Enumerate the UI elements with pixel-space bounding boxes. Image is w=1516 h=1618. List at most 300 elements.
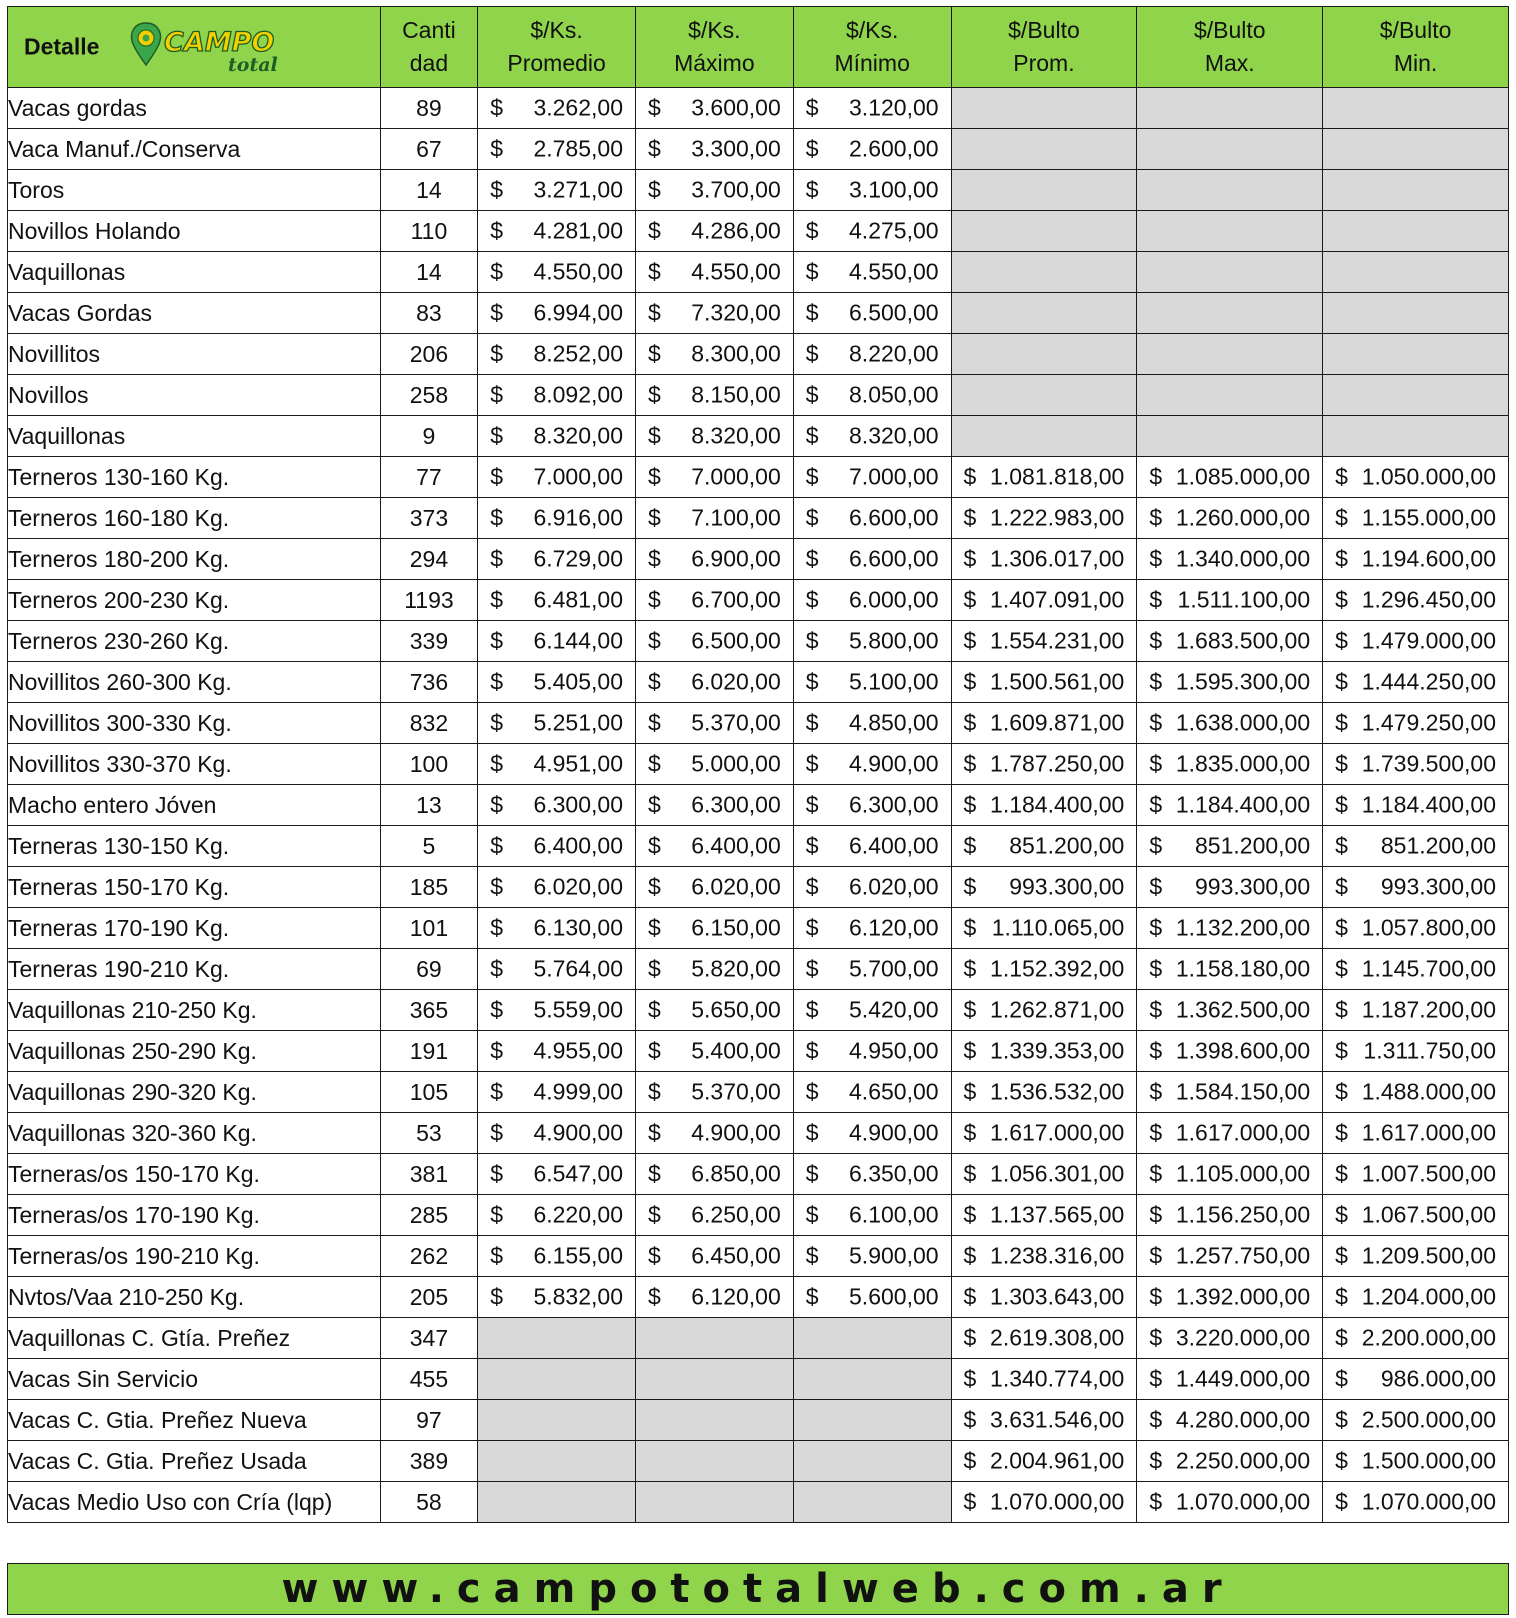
cell-value: 4.650,00 xyxy=(849,1078,939,1105)
cell-value: 3.700,00 xyxy=(691,176,781,203)
cell-detalle: Vacas C. Gtia. Preñez Usada xyxy=(8,1441,381,1482)
table-row xyxy=(8,539,1509,580)
cell-value: 1.340.000,00 xyxy=(1175,545,1311,572)
currency-symbol: $ xyxy=(1335,832,1348,859)
cell-detalle: Vaquillonas 250-290 Kg. xyxy=(8,1031,381,1072)
currency-symbol: $ xyxy=(963,750,977,777)
table-row xyxy=(8,252,1509,293)
currency-symbol: $ xyxy=(805,340,819,367)
cell-value: 7.000,00 xyxy=(691,463,781,490)
cell-value: 1.155.000,00 xyxy=(1361,504,1496,531)
cell-value: 1.070.000,00 xyxy=(1361,1488,1496,1515)
currency-symbol: $ xyxy=(963,1160,977,1187)
currency-symbol: $ xyxy=(490,1242,503,1269)
cell-ks-min xyxy=(793,1195,951,1236)
currency-symbol: $ xyxy=(963,1406,977,1433)
cell-ks-min xyxy=(793,88,951,129)
cell-value: 1.362.500,00 xyxy=(1175,996,1311,1023)
cell-b-min xyxy=(1323,703,1509,744)
cell-empty xyxy=(478,1482,636,1523)
currency-symbol: $ xyxy=(647,1037,661,1064)
currency-symbol: $ xyxy=(647,135,661,162)
currency-symbol: $ xyxy=(490,832,503,859)
cell-empty xyxy=(793,1400,951,1441)
cell-value: 6.600,00 xyxy=(849,545,939,572)
cell-value: 1.105.000,00 xyxy=(1175,1160,1311,1187)
currency-symbol: $ xyxy=(1335,1201,1348,1228)
cell-value: 1.057.800,00 xyxy=(1361,914,1496,941)
cell-empty xyxy=(1137,334,1323,375)
currency-symbol: $ xyxy=(805,996,819,1023)
cell-b-min xyxy=(1323,621,1509,662)
currency-symbol: $ xyxy=(490,791,503,818)
currency-symbol: $ xyxy=(805,1201,819,1228)
cell-b-max xyxy=(1137,1441,1323,1482)
cell-b-max xyxy=(1137,1113,1323,1154)
campo-total-logo xyxy=(128,19,288,77)
cell-empty xyxy=(793,1359,951,1400)
cell-ks-min xyxy=(793,744,951,785)
currency-symbol: $ xyxy=(805,381,819,408)
cell-ks-max xyxy=(635,744,793,785)
cell-b-max xyxy=(1137,908,1323,949)
header-ks-minimo: $/Ks. Mínimo xyxy=(793,7,951,88)
currency-symbol: $ xyxy=(805,1119,819,1146)
cell-empty xyxy=(1323,129,1509,170)
cell-value: 986.000,00 xyxy=(1380,1365,1496,1392)
currency-symbol: $ xyxy=(963,1119,977,1146)
cell-detalle: Nvtos/Vaa 210-250 Kg. xyxy=(8,1277,381,1318)
cell-value: 2.250.000,00 xyxy=(1175,1447,1311,1474)
cell-value: 6.729,00 xyxy=(533,545,623,572)
cell-ks-min xyxy=(793,826,951,867)
currency-symbol: $ xyxy=(1149,545,1163,572)
cell-value: 6.700,00 xyxy=(691,586,781,613)
cell-ks-max xyxy=(635,1031,793,1072)
currency-symbol: $ xyxy=(490,955,503,982)
currency-symbol: $ xyxy=(647,832,661,859)
currency-symbol: $ xyxy=(1149,914,1163,941)
cell-value: 6.400,00 xyxy=(691,832,781,859)
cell-value: 2.600,00 xyxy=(849,135,939,162)
cell-value: 4.275,00 xyxy=(849,217,939,244)
cell-ks-min xyxy=(793,990,951,1031)
currency-symbol: $ xyxy=(647,750,661,777)
cell-value: 6.916,00 xyxy=(533,504,623,531)
currency-symbol: $ xyxy=(805,135,819,162)
currency-symbol: $ xyxy=(1335,1283,1348,1310)
cell-empty xyxy=(1323,293,1509,334)
table-row xyxy=(8,867,1509,908)
cell-empty xyxy=(793,1441,951,1482)
cell-value: 7.100,00 xyxy=(691,504,781,531)
currency-symbol: $ xyxy=(1335,1406,1348,1433)
cell-cantidad: 100 xyxy=(380,744,478,785)
cell-value: 6.600,00 xyxy=(849,504,939,531)
cell-b-max xyxy=(1137,457,1323,498)
cell-value: 3.100,00 xyxy=(849,176,939,203)
cell-ks-prom xyxy=(478,908,636,949)
cell-empty xyxy=(478,1400,636,1441)
cell-value: 1.110.065,00 xyxy=(991,914,1125,941)
cell-cantidad: 365 xyxy=(380,990,478,1031)
cell-b-prom xyxy=(951,580,1137,621)
cell-empty xyxy=(951,334,1137,375)
currency-symbol: $ xyxy=(805,545,819,572)
cell-b-max xyxy=(1137,1277,1323,1318)
cell-value: 5.600,00 xyxy=(849,1283,939,1310)
cell-empty xyxy=(635,1482,793,1523)
cell-detalle: Vaquillonas 290-320 Kg. xyxy=(8,1072,381,1113)
cell-value: 7.320,00 xyxy=(691,299,781,326)
cell-value: 1.158.180,00 xyxy=(1175,955,1311,982)
currency-symbol: $ xyxy=(647,1283,661,1310)
cell-b-prom xyxy=(951,457,1137,498)
currency-symbol: $ xyxy=(1335,668,1348,695)
cell-detalle: Terneras 150-170 Kg. xyxy=(8,867,381,908)
cell-cantidad: 262 xyxy=(380,1236,478,1277)
cell-value: 993.300,00 xyxy=(1009,873,1125,900)
cell-value: 6.400,00 xyxy=(533,832,623,859)
cell-detalle: Novillitos xyxy=(8,334,381,375)
cell-value: 1.638.000,00 xyxy=(1175,709,1311,736)
cell-empty xyxy=(1323,170,1509,211)
cell-value: 6.250,00 xyxy=(691,1201,781,1228)
cell-value: 5.820,00 xyxy=(691,955,781,982)
table-row xyxy=(8,129,1509,170)
cell-value: 6.994,00 xyxy=(533,299,623,326)
cell-ks-max xyxy=(635,949,793,990)
cell-value: 1.617.000,00 xyxy=(1175,1119,1311,1146)
cell-cantidad: 381 xyxy=(380,1154,478,1195)
table-row xyxy=(8,1318,1509,1359)
table-row xyxy=(8,580,1509,621)
cell-value: 1.184.400,00 xyxy=(1175,791,1311,818)
currency-symbol: $ xyxy=(963,1488,977,1515)
cell-value: 4.286,00 xyxy=(691,217,781,244)
cell-detalle: Terneros 200-230 Kg. xyxy=(8,580,381,621)
cell-ks-prom xyxy=(478,170,636,211)
table-row xyxy=(8,990,1509,1031)
header-row xyxy=(8,7,1509,88)
cell-empty xyxy=(1323,375,1509,416)
cell-value: 3.600,00 xyxy=(691,94,781,121)
currency-symbol: $ xyxy=(1335,504,1348,531)
cell-detalle: Novillos xyxy=(8,375,381,416)
cell-ks-max xyxy=(635,211,793,252)
currency-symbol: $ xyxy=(647,1160,661,1187)
cell-empty xyxy=(1137,88,1323,129)
currency-symbol: $ xyxy=(1149,627,1163,654)
cell-value: 1.085.000,00 xyxy=(1175,463,1311,490)
cell-ks-max xyxy=(635,703,793,744)
cell-ks-min xyxy=(793,334,951,375)
cell-value: 851.200,00 xyxy=(1195,832,1311,859)
cell-b-min xyxy=(1323,1441,1509,1482)
detalle-label: Detalle xyxy=(24,33,100,60)
cell-ks-prom xyxy=(478,1195,636,1236)
cell-cantidad: 89 xyxy=(380,88,478,129)
cell-b-min xyxy=(1323,539,1509,580)
cell-b-min xyxy=(1323,1072,1509,1113)
currency-symbol: $ xyxy=(490,463,503,490)
currency-symbol: $ xyxy=(805,627,819,654)
cell-b-prom xyxy=(951,1318,1137,1359)
cell-value: 2.619.308,00 xyxy=(990,1324,1125,1351)
currency-symbol: $ xyxy=(490,1283,503,1310)
currency-symbol: $ xyxy=(963,1283,977,1310)
cell-value: 6.144,00 xyxy=(533,627,623,654)
table-row xyxy=(8,1400,1509,1441)
currency-symbol: $ xyxy=(1335,873,1348,900)
footer-url: www.campototalweb.com.ar xyxy=(281,1566,1235,1612)
cell-value: 5.650,00 xyxy=(691,996,781,1023)
cell-ks-min xyxy=(793,662,951,703)
cell-b-max xyxy=(1137,826,1323,867)
currency-symbol: $ xyxy=(1149,709,1163,736)
currency-symbol: $ xyxy=(647,1242,661,1269)
cell-value: 1.145.700,00 xyxy=(1361,955,1496,982)
price-table xyxy=(7,6,1509,1523)
currency-symbol: $ xyxy=(805,504,819,531)
cell-value: 1.479.000,00 xyxy=(1361,627,1496,654)
header-detalle xyxy=(8,7,381,88)
cell-detalle: Terneros 180-200 Kg. xyxy=(8,539,381,580)
cell-value: 1.070.000,00 xyxy=(1175,1488,1311,1515)
cell-value: 5.405,00 xyxy=(533,668,623,695)
cell-ks-prom xyxy=(478,334,636,375)
cell-cantidad: 191 xyxy=(380,1031,478,1072)
cell-empty xyxy=(478,1441,636,1482)
cell-empty xyxy=(635,1318,793,1359)
table-row xyxy=(8,1195,1509,1236)
cell-ks-max xyxy=(635,580,793,621)
cell-value: 6.500,00 xyxy=(691,627,781,654)
currency-symbol: $ xyxy=(805,1078,819,1105)
cell-value: 8.320,00 xyxy=(691,422,781,449)
cell-ks-min xyxy=(793,703,951,744)
currency-symbol: $ xyxy=(490,381,503,408)
cell-value: 1.257.750,00 xyxy=(1175,1242,1311,1269)
cell-empty xyxy=(1323,211,1509,252)
cell-value: 5.764,00 xyxy=(533,955,623,982)
currency-symbol: $ xyxy=(963,791,977,818)
cell-b-min xyxy=(1323,1113,1509,1154)
cell-ks-max xyxy=(635,539,793,580)
table-row xyxy=(8,457,1509,498)
currency-symbol: $ xyxy=(647,545,661,572)
cell-value: 4.850,00 xyxy=(849,709,939,736)
cell-ks-max xyxy=(635,88,793,129)
table-row xyxy=(8,293,1509,334)
cell-ks-max xyxy=(635,621,793,662)
cell-value: 8.050,00 xyxy=(849,381,939,408)
currency-symbol: $ xyxy=(1335,1160,1348,1187)
cell-ks-max xyxy=(635,293,793,334)
cell-value: 8.092,00 xyxy=(533,381,623,408)
currency-symbol: $ xyxy=(963,996,977,1023)
cell-b-prom xyxy=(951,1031,1137,1072)
table-row xyxy=(8,375,1509,416)
currency-symbol: $ xyxy=(647,873,661,900)
cell-value: 1.511.100,00 xyxy=(1177,586,1311,613)
cell-value: 1.132.200,00 xyxy=(1175,914,1311,941)
cell-detalle: Novillitos 300-330 Kg. xyxy=(8,703,381,744)
currency-symbol: $ xyxy=(1335,1488,1348,1515)
cell-value: 6.020,00 xyxy=(533,873,623,900)
currency-symbol: $ xyxy=(1149,463,1163,490)
cell-value: 4.900,00 xyxy=(691,1119,781,1146)
currency-symbol: $ xyxy=(805,463,819,490)
currency-symbol: $ xyxy=(963,463,977,490)
cell-empty xyxy=(951,211,1137,252)
currency-symbol: $ xyxy=(490,668,503,695)
table-row xyxy=(8,1441,1509,1482)
cell-empty xyxy=(478,1359,636,1400)
cell-b-min xyxy=(1323,498,1509,539)
cell-value: 6.400,00 xyxy=(849,832,939,859)
cell-b-min xyxy=(1323,1400,1509,1441)
currency-symbol: $ xyxy=(963,873,977,900)
currency-symbol: $ xyxy=(647,914,661,941)
cell-value: 6.020,00 xyxy=(691,668,781,695)
currency-symbol: $ xyxy=(647,299,661,326)
cell-b-prom xyxy=(951,621,1137,662)
cell-b-min xyxy=(1323,662,1509,703)
cell-ks-max xyxy=(635,826,793,867)
cell-ks-min xyxy=(793,211,951,252)
cell-ks-max xyxy=(635,1236,793,1277)
cell-b-prom xyxy=(951,1277,1137,1318)
cell-ks-min xyxy=(793,129,951,170)
cell-value: 8.300,00 xyxy=(691,340,781,367)
cell-value: 1.187.200,00 xyxy=(1361,996,1496,1023)
currency-symbol: $ xyxy=(963,627,977,654)
currency-symbol: $ xyxy=(1149,996,1163,1023)
cell-b-prom xyxy=(951,1482,1137,1523)
cell-ks-prom xyxy=(478,1277,636,1318)
cell-value: 4.550,00 xyxy=(533,258,623,285)
cell-value: 993.300,00 xyxy=(1380,873,1496,900)
cell-value: 1.617.000,00 xyxy=(1361,1119,1496,1146)
cell-cantidad: 185 xyxy=(380,867,478,908)
cell-b-prom xyxy=(951,1072,1137,1113)
cell-b-max xyxy=(1137,1400,1323,1441)
cell-b-max xyxy=(1137,1031,1323,1072)
currency-symbol: $ xyxy=(647,668,661,695)
cell-detalle: Vacas Medio Uso con Cría (lqp) xyxy=(8,1482,381,1523)
currency-symbol: $ xyxy=(805,1242,819,1269)
cell-ks-min xyxy=(793,1113,951,1154)
cell-cantidad: 14 xyxy=(380,170,478,211)
currency-symbol: $ xyxy=(1149,1037,1163,1064)
currency-symbol: $ xyxy=(647,1119,661,1146)
logo-pin-icon xyxy=(132,23,161,65)
cell-detalle: Macho entero Jóven xyxy=(8,785,381,826)
table-row xyxy=(8,1482,1509,1523)
currency-symbol: $ xyxy=(647,791,661,818)
cell-ks-prom xyxy=(478,1113,636,1154)
cell-value: 7.000,00 xyxy=(849,463,939,490)
cell-value: 1.311.750,00 xyxy=(1363,1037,1496,1064)
currency-symbol: $ xyxy=(1149,1447,1163,1474)
cell-cantidad: 53 xyxy=(380,1113,478,1154)
cell-ks-prom xyxy=(478,621,636,662)
cell-value: 1.340.774,00 xyxy=(990,1365,1125,1392)
table-row xyxy=(8,88,1509,129)
currency-symbol: $ xyxy=(490,1201,503,1228)
header-cantidad: Canti dad xyxy=(380,7,478,88)
cell-value: 6.020,00 xyxy=(849,873,939,900)
cell-b-min xyxy=(1323,785,1509,826)
cell-value: 2.200.000,00 xyxy=(1361,1324,1496,1351)
currency-symbol: $ xyxy=(490,996,503,1023)
cell-detalle: Vaquillonas xyxy=(8,252,381,293)
currency-symbol: $ xyxy=(647,258,661,285)
cell-value: 1.444.250,00 xyxy=(1361,668,1496,695)
cell-ks-min xyxy=(793,621,951,662)
cell-ks-min xyxy=(793,1031,951,1072)
cell-cantidad: 110 xyxy=(380,211,478,252)
table-row xyxy=(8,170,1509,211)
cell-value: 2.500.000,00 xyxy=(1361,1406,1496,1433)
cell-empty xyxy=(1323,334,1509,375)
cell-detalle: Vacas Sin Servicio xyxy=(8,1359,381,1400)
cell-value: 6.450,00 xyxy=(691,1242,781,1269)
cell-detalle: Terneros 130-160 Kg. xyxy=(8,457,381,498)
cell-empty xyxy=(793,1482,951,1523)
cell-cantidad: 9 xyxy=(380,416,478,457)
currency-symbol: $ xyxy=(1149,1242,1163,1269)
currency-symbol: $ xyxy=(805,668,819,695)
table-row xyxy=(8,211,1509,252)
currency-symbol: $ xyxy=(1149,1365,1163,1392)
cell-ks-prom xyxy=(478,129,636,170)
cell-empty xyxy=(1137,211,1323,252)
currency-symbol: $ xyxy=(805,914,819,941)
cell-value: 6.220,00 xyxy=(533,1201,623,1228)
cell-value: 5.832,00 xyxy=(533,1283,623,1310)
cell-detalle: Novillitos 330-370 Kg. xyxy=(8,744,381,785)
currency-symbol: $ xyxy=(805,299,819,326)
cell-value: 6.120,00 xyxy=(691,1283,781,1310)
cell-value: 1.184.400,00 xyxy=(990,791,1125,818)
currency-symbol: $ xyxy=(1335,1078,1348,1105)
cell-value: 1.081.818,00 xyxy=(990,463,1125,490)
cell-empty xyxy=(951,129,1137,170)
currency-symbol: $ xyxy=(1149,504,1163,531)
cell-b-max xyxy=(1137,1359,1323,1400)
cell-ks-prom xyxy=(478,580,636,621)
currency-symbol: $ xyxy=(490,258,503,285)
cell-ks-max xyxy=(635,867,793,908)
currency-symbol: $ xyxy=(1149,873,1163,900)
cell-empty xyxy=(1137,252,1323,293)
cell-empty xyxy=(635,1359,793,1400)
cell-value: 4.900,00 xyxy=(849,750,939,777)
cell-detalle: Vaquillonas C. Gtía. Preñez xyxy=(8,1318,381,1359)
header-ks-maximo: $/Ks. Máximo xyxy=(635,7,793,88)
cell-cantidad: 67 xyxy=(380,129,478,170)
currency-symbol: $ xyxy=(1335,463,1348,490)
table-row xyxy=(8,1154,1509,1195)
currency-symbol: $ xyxy=(490,176,503,203)
cell-b-max xyxy=(1137,703,1323,744)
currency-symbol: $ xyxy=(647,709,661,736)
cell-ks-max xyxy=(635,457,793,498)
cell-value: 4.280.000,00 xyxy=(1175,1406,1311,1433)
cell-empty xyxy=(1137,293,1323,334)
